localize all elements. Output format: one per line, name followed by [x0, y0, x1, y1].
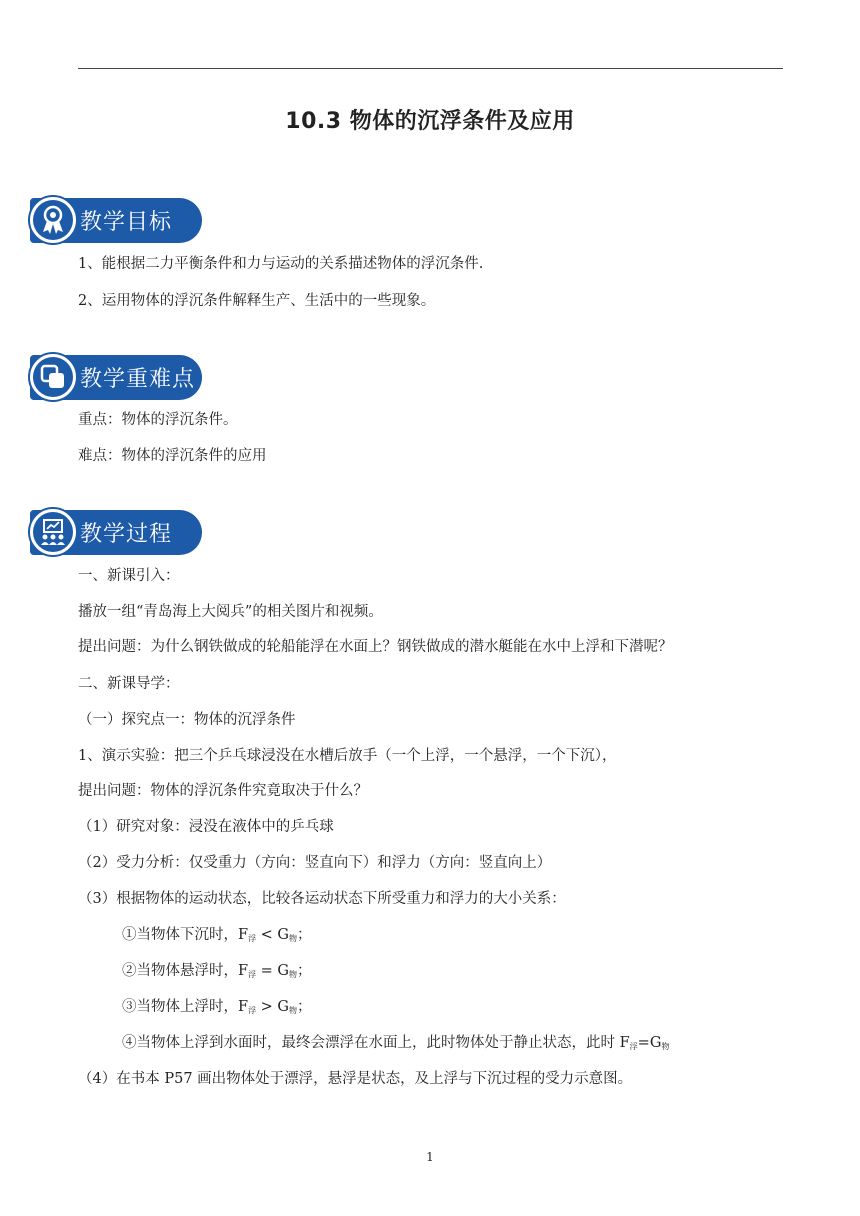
award-ribbon-icon: [40, 205, 66, 235]
process-line: 二、新课导学：: [78, 676, 180, 692]
process-line: （1）研究对象：浸没在液体中的乒乓球: [78, 819, 334, 835]
page-number: 1: [426, 1150, 434, 1164]
header-rule: [78, 68, 783, 69]
process-line: 提出问题：为什么钢铁做成的轮船能浮在水面上？钢铁做成的潜水艇能在水中上浮和下潜呢？: [78, 639, 673, 655]
objective-item: 1、能根据二力平衡条件和力与运动的关系描述物体的浮沉条件.: [78, 256, 484, 272]
banner-icon-circle: [28, 352, 78, 402]
keypoint-item: 重点：物体的浮沉条件。: [78, 412, 238, 428]
process-line: （3）根据物体的运动状态，比较各运动状态下所受重力和浮力的大小关系：: [78, 891, 566, 907]
section-banner-process: [30, 510, 202, 555]
keypoint-item: 难点：物体的浮沉条件的应用: [78, 448, 267, 464]
condition-case: ①当物体下沉时，$F_浮 < G_物$；: [122, 927, 312, 943]
objective-item: 2、运用物体的浮沉条件解释生产、生活中的一些现象。: [78, 293, 436, 309]
section-banner-keypoints: [30, 355, 202, 400]
banner-icon-circle: [28, 507, 78, 557]
process-line: 提出问题：物体的浮沉条件究竟取决于什么？: [78, 783, 368, 799]
section-heading: 教学目标: [80, 210, 173, 235]
section-banner-objectives: [30, 198, 202, 243]
process-line: 一、新课引入：: [78, 568, 180, 584]
process-line: （2）受力分析：仅受重力（方向：竖直向下）和浮力（方向：竖直向上）: [78, 855, 552, 871]
process-line: （一）探究点一：物体的沉浮条件: [78, 712, 296, 728]
process-line: 1、演示实验：把三个乒乓球浸没在水槽后放手（一个上浮，一个悬浮，一个下沉），: [78, 748, 617, 764]
section-heading: 教学过程: [80, 522, 173, 547]
process-line: （4）在书本 P57 画出物体处于漂浮，悬浮是状态，及上浮与下沉过程的受力示意图。: [78, 1071, 633, 1087]
presentation-audience-icon: [39, 518, 67, 546]
condition-case: ④当物体上浮到水面时，最终会漂浮在水面上，此时物体处于静止状态，此时 $F_浮=G_物$: [122, 1035, 670, 1051]
condition-case: ②当物体悬浮时，$F_浮 = G_物$；: [122, 963, 312, 979]
process-line: 播放一组“青岛海上大阅兵”的相关图片和视频。: [78, 604, 383, 620]
banner-icon-circle: [28, 195, 78, 245]
copy-squares-icon: [40, 364, 66, 390]
section-heading: 教学重难点: [80, 367, 196, 392]
page-title: 10.3 物体的沉浮条件及应用: [285, 109, 575, 134]
condition-case: ③当物体上浮时，$F_浮 > G_物$；: [122, 999, 312, 1015]
